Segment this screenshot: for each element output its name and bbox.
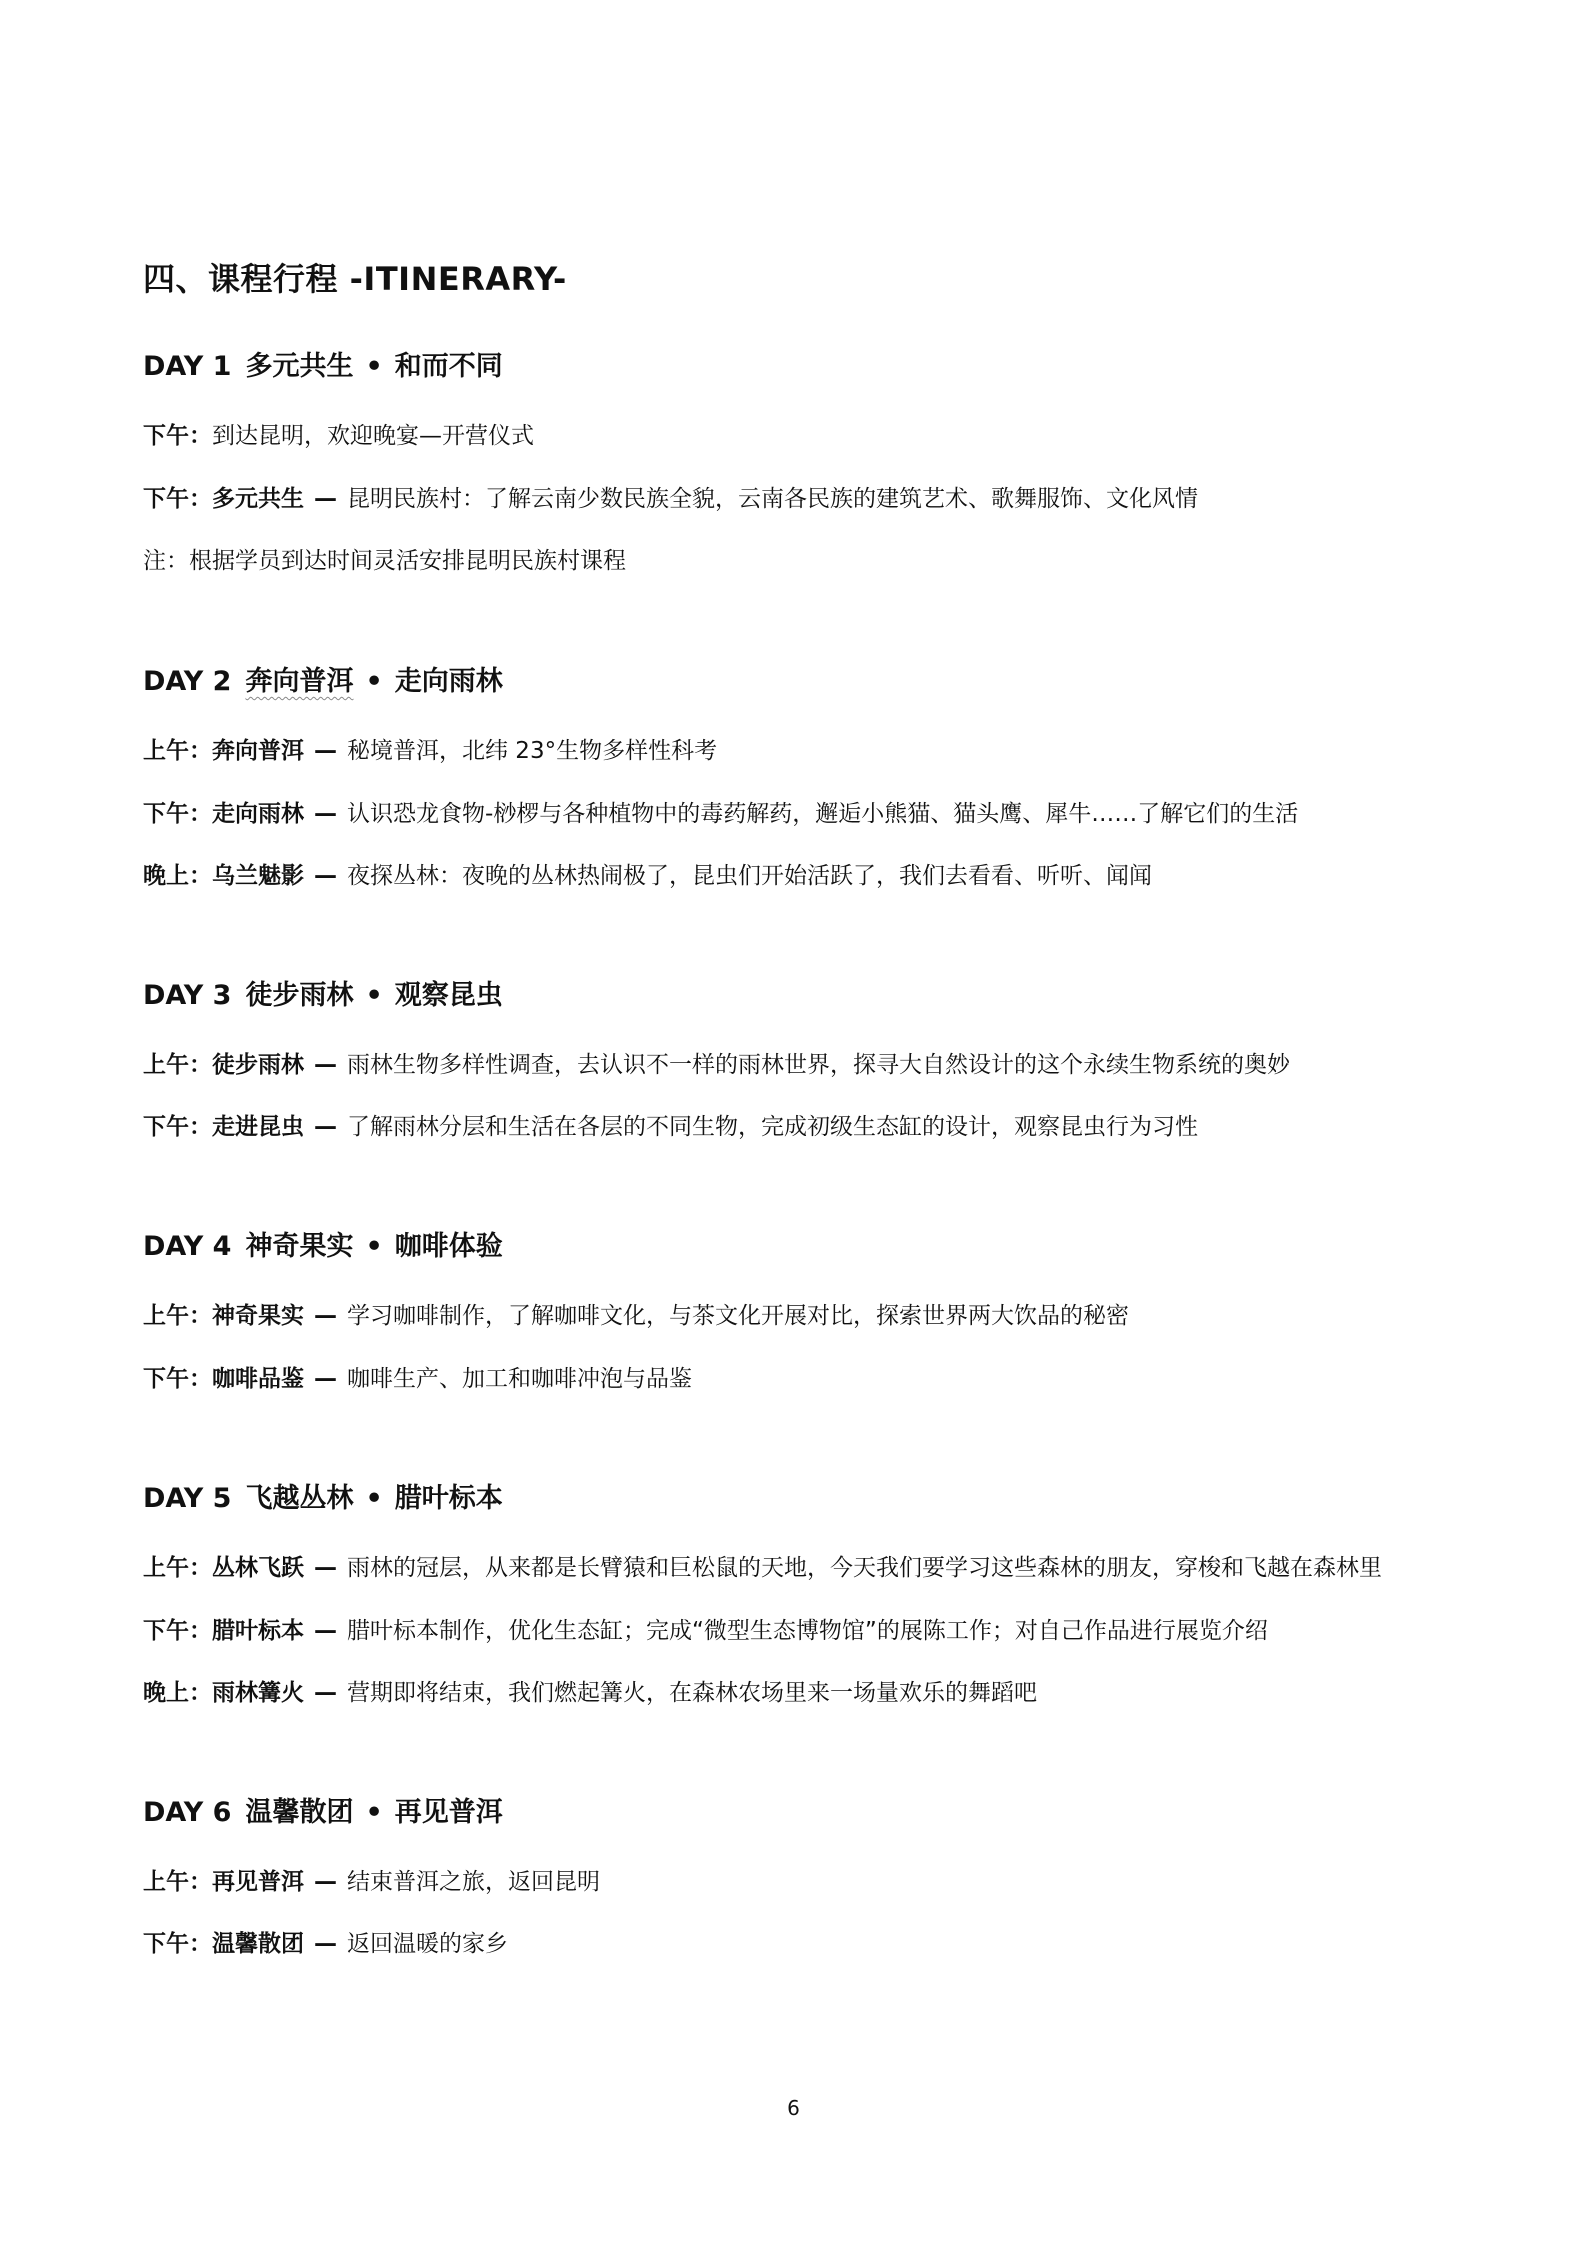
item-name: 咖啡品鉴 <box>212 1366 304 1392</box>
title-dot: • <box>365 666 383 697</box>
item-time: 上午： <box>143 1303 212 1329</box>
item-text: 昆明民族村：了解云南少数民族全貌，云南各民族的建筑艺术、歌舞服饰、文化风情 <box>347 486 1198 512</box>
item-name: 多元共生 <box>212 486 304 512</box>
item-name: 走进昆虫 <box>212 1114 304 1140</box>
item-name: 神奇果实 <box>212 1303 304 1329</box>
day-label: DAY 4 <box>143 1231 232 1262</box>
item-time: 下午： <box>143 1366 212 1392</box>
day-title-a: 温馨散团 <box>245 1797 354 1828</box>
day-label: DAY 1 <box>143 351 232 382</box>
day-2-item-1 <box>143 736 717 766</box>
day-title-b: 观察昆虫 <box>394 980 503 1011</box>
item-text: 雨林生物多样性调查，去认识不一样的雨林世界，探寻大自然设计的这个永续生物系统的奥妙 <box>347 1052 1290 1078</box>
day-title-a: 多元共生 <box>245 351 354 382</box>
item-dash: — <box>314 863 337 889</box>
item-name: 奔向普洱 <box>212 738 304 764</box>
day-title-b: 咖啡体验 <box>394 1231 503 1262</box>
item-text: 了解雨林分层和生活在各层的不同生物，完成初级生态缸的设计，观察昆虫行为习性 <box>347 1114 1198 1140</box>
item-time: 下午： <box>143 423 212 449</box>
item-dash: — <box>314 801 337 827</box>
item-dash: — <box>314 1931 337 1957</box>
item-time: 上午： <box>143 1869 212 1895</box>
item-time: 下午： <box>143 1618 212 1644</box>
title-dot: • <box>365 1231 383 1262</box>
item-name: 徒步雨林 <box>212 1052 304 1078</box>
title-dot: • <box>365 1483 383 1514</box>
item-name: 雨林篝火 <box>212 1680 304 1706</box>
item-time: 晚上： <box>143 1680 212 1706</box>
item-time: 上午： <box>143 1052 212 1078</box>
item-time: 上午： <box>143 1555 212 1581</box>
day-label: DAY 5 <box>143 1483 232 1514</box>
day-label: DAY 3 <box>143 980 232 1011</box>
day-2-item-2 <box>143 799 1298 829</box>
day-5-item-1 <box>143 1553 1382 1583</box>
item-dash: — <box>314 486 337 512</box>
item-time: 下午： <box>143 1114 212 1140</box>
section-heading: 四、课程行程 -ITINERARY- <box>143 260 567 298</box>
item-dash: — <box>314 1366 337 1392</box>
day-title-b: 走向雨林 <box>394 666 503 697</box>
title-dot: • <box>365 351 383 382</box>
day-title-b: 再见普洱 <box>394 1797 503 1828</box>
item-text: 夜探丛林：夜晚的丛林热闹极了，昆虫们开始活跃了，我们去看看、听听、闻闻 <box>347 863 1152 889</box>
item-dash: — <box>314 1869 337 1895</box>
item-text: 结束普洱之旅，返回昆明 <box>347 1869 600 1895</box>
day-6-item-2 <box>143 1929 508 1959</box>
item-dash: — <box>314 738 337 764</box>
item-name: 温馨散团 <box>212 1931 304 1957</box>
item-text: 返回温暖的家乡 <box>347 1931 508 1957</box>
item-text: 营期即将结束，我们燃起篝火，在森林农场里来一场量欢乐的舞蹈吧 <box>347 1680 1037 1706</box>
item-dash: — <box>314 1680 337 1706</box>
day-title-a: 飞越丛林 <box>245 1483 354 1514</box>
item-text: 秘境普洱，北纬 23°生物多样性科考 <box>347 738 718 764</box>
item-text: 腊叶标本制作，优化生态缸；完成“微型生态博物馆”的展陈工作；对自己作品进行展览介绍 <box>347 1618 1268 1644</box>
item-dash: — <box>314 1303 337 1329</box>
day-1-title <box>143 344 503 383</box>
day-4-title <box>143 1224 503 1263</box>
day-1-item-2 <box>143 484 1198 514</box>
item-dash: — <box>314 1555 337 1581</box>
day-4-item-1 <box>143 1301 1129 1331</box>
day-3-item-2 <box>143 1112 1198 1142</box>
day-3-title <box>143 973 503 1012</box>
item-text: 雨林的冠层，从来都是长臂猿和巨松鼠的天地，今天我们要学习这些森林的朋友，穿梭和飞越在森林里 <box>347 1555 1382 1581</box>
note-text: 注：根据学员到达时间灵活安排昆明民族村课程 <box>143 548 626 574</box>
day-2-item-3 <box>143 861 1152 891</box>
day-label: DAY 6 <box>143 1797 232 1828</box>
day-label: DAY 2 <box>143 666 232 697</box>
item-text: 咖啡生产、加工和咖啡冲泡与品鉴 <box>347 1366 692 1392</box>
day-2-title <box>143 659 503 698</box>
day-5-title <box>143 1476 503 1515</box>
item-text: 认识恐龙食物-桫椤与各种植物中的毒药解药，邂逅小熊猫、猫头鹰、犀牛……了解它们的生活 <box>347 801 1299 827</box>
item-name: 腊叶标本 <box>212 1618 304 1644</box>
title-dot: • <box>365 980 383 1011</box>
day-title-b: 和而不同 <box>394 351 503 382</box>
day-title-a: 徒步雨林 <box>245 980 354 1011</box>
item-name: 乌兰魅影 <box>212 863 304 889</box>
item-name: 再见普洱 <box>212 1869 304 1895</box>
item-name: 走向雨林 <box>212 801 304 827</box>
item-time: 晚上： <box>143 863 212 889</box>
day-5-item-2 <box>143 1616 1268 1646</box>
item-name: 丛林飞跃 <box>212 1555 304 1581</box>
item-dash: — <box>314 1618 337 1644</box>
item-dash: — <box>314 1052 337 1078</box>
day-1-item-1 <box>143 421 534 451</box>
day-title-a: 奔向普洱 <box>245 666 354 697</box>
item-time: 下午： <box>143 486 212 512</box>
day-6-item-1 <box>143 1867 600 1897</box>
day-title-a: 神奇果实 <box>245 1231 354 1262</box>
day-title-b: 腊叶标本 <box>394 1483 503 1514</box>
item-time: 下午： <box>143 801 212 827</box>
item-text: 到达昆明，欢迎晚宴—开营仪式 <box>212 423 534 449</box>
title-dot: • <box>365 1797 383 1828</box>
day-6-title <box>143 1790 503 1829</box>
day-4-item-2 <box>143 1364 692 1394</box>
item-time: 上午： <box>143 738 212 764</box>
day-5-item-3 <box>143 1678 1037 1708</box>
item-time: 下午： <box>143 1931 212 1957</box>
item-text: 学习咖啡制作，了解咖啡文化，与茶文化开展对比，探索世界两大饮品的秘密 <box>347 1303 1129 1329</box>
page-number: 6 <box>787 2096 800 2120</box>
item-dash: — <box>314 1114 337 1140</box>
day-3-item-1 <box>143 1050 1290 1080</box>
day-1-note <box>143 546 626 576</box>
